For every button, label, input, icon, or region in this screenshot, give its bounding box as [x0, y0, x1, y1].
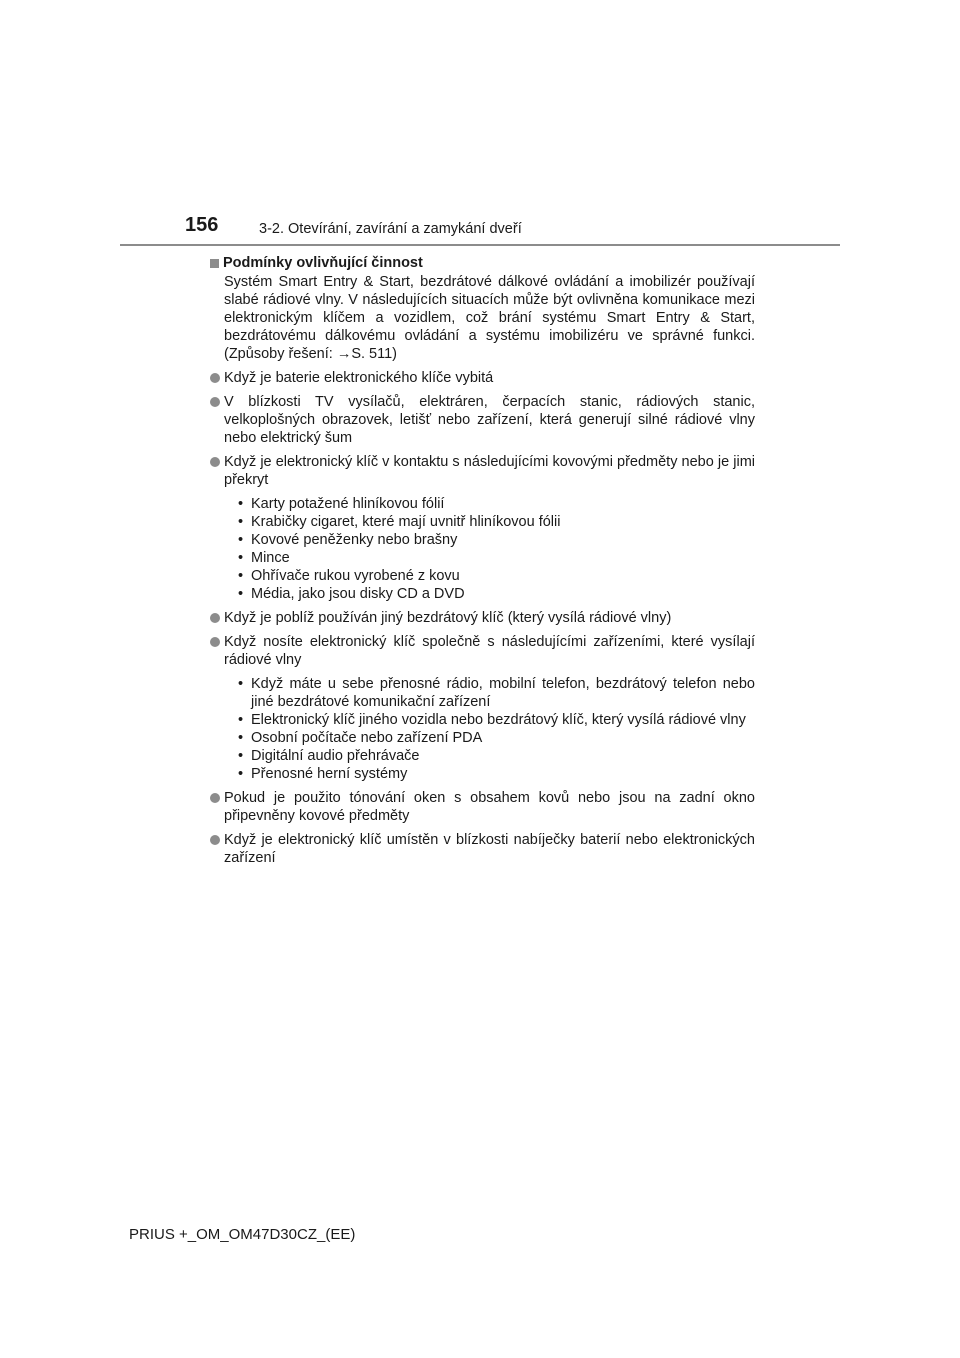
dot-bullet-icon: •: [238, 586, 244, 602]
circle-bullet-icon: [210, 373, 220, 383]
sub-list-item: • Osobní počítače nebo zařízení PDA: [238, 730, 483, 746]
list-item-text: Když je baterie elektronického klíče vybitá: [224, 370, 494, 386]
section-heading-text: Podmínky ovlivňující činnost: [223, 255, 423, 271]
sub-list-item: • Mince: [238, 550, 290, 566]
circle-bullet-icon: [210, 637, 220, 647]
dot-bullet-icon: •: [238, 496, 244, 512]
page-number: 156: [185, 214, 219, 236]
list-item: [210, 369, 755, 387]
list-item: [210, 453, 755, 489]
sub-list-item: • Když máte u sebe přenosné rádio, mobilní telefon, bezdrátový telefon nebo jiné bezdrátové komunikační zařízení: [238, 676, 755, 710]
sub-list-item: • Karty potažené hliníkovou fólií: [238, 496, 445, 512]
devices-list: [238, 675, 755, 783]
list-item-text: Když je elektronický klíč v kontaktu s následujícími kovovými předměty nebo je jimi překryt: [224, 454, 755, 488]
dot-bullet-icon: •: [238, 532, 244, 548]
intro-paragraph: Systém Smart Entry & Start, bezdrátové dálkové ovládání a imobilizér používají slabé rádiové vlny. V následujících situacích může být ovlivněna komunikace mezi elektronickým klíčem a vozidlem, což brání systému Smart Entry & Start, bezdrátovému dálkovému ovládání a systému imobilizéru ve správné funkci. (Způsoby řešení: →S. 511): [224, 274, 755, 362]
document-code: PRIUS +_OM_OM47D30CZ_(EE): [129, 1226, 356, 1243]
list-item-text: Pokud je použito tónování oken s obsahem kovů nebo jsou na zadní okno připevněny kovové předměty: [224, 790, 755, 824]
dot-bullet-icon: •: [238, 550, 244, 566]
square-bullet-icon: [210, 259, 219, 268]
sub-list-item: • Ohřívače rukou vyrobené z kovu: [238, 568, 460, 584]
sub-list-item: • Krabičky cigaret, které mají uvnitř hliníkovou fólii: [238, 514, 561, 530]
dot-bullet-icon: •: [238, 730, 244, 746]
sub-list-item: • Digitální audio přehrávače: [238, 748, 420, 764]
sub-list-item: • Média, jako jsou disky CD a DVD: [238, 586, 465, 602]
list-item: [210, 393, 755, 447]
dot-bullet-icon: •: [238, 514, 244, 530]
circle-bullet-icon: [210, 457, 220, 467]
list-item: [210, 633, 755, 669]
section-heading: [210, 254, 755, 272]
dot-bullet-icon: •: [238, 748, 244, 764]
sub-list-item: • Přenosné herní systémy: [238, 766, 408, 782]
list-item: [210, 789, 755, 825]
list-item: [210, 831, 755, 867]
dot-bullet-icon: •: [238, 712, 244, 728]
list-item-text: Když nosíte elektronický klíč společně s následujícími zařízeními, které vysílají rádiové vlny: [224, 634, 755, 668]
list-item-text: Když je elektronický klíč umístěn v blízkosti nabíječky baterií nebo elektronických zařízení: [224, 832, 755, 866]
circle-bullet-icon: [210, 397, 220, 407]
circle-bullet-icon: [210, 835, 220, 845]
conditions-section: [210, 254, 755, 867]
dot-bullet-icon: •: [238, 676, 244, 692]
circle-bullet-icon: [210, 793, 220, 803]
metal-objects-list: [238, 495, 755, 603]
list-item-text: V blízkosti TV vysílačů, elektráren, čerpacích stanic, rádiových stanic, velkoplošných obrazovek, letišť nebo zařízení, která generují silné rádiové vlny nebo elektrický šum: [224, 394, 755, 446]
list-item: [210, 609, 755, 627]
sub-list-item: • Kovové peněženky nebo brašny: [238, 532, 458, 548]
circle-bullet-icon: [210, 613, 220, 623]
sub-list-item: • Elektronický klíč jiného vozidla nebo bezdrátový klíč, který vysílá rádiové vlny: [238, 712, 746, 728]
dot-bullet-icon: •: [238, 766, 244, 782]
chapter-title: 3-2. Otevírání, zavírání a zamykání dveří: [259, 221, 522, 237]
header-divider: [120, 244, 840, 246]
dot-bullet-icon: •: [238, 568, 244, 584]
list-item-text: Když je poblíž používán jiný bezdrátový klíč (který vysílá rádiové vlny): [224, 610, 672, 626]
